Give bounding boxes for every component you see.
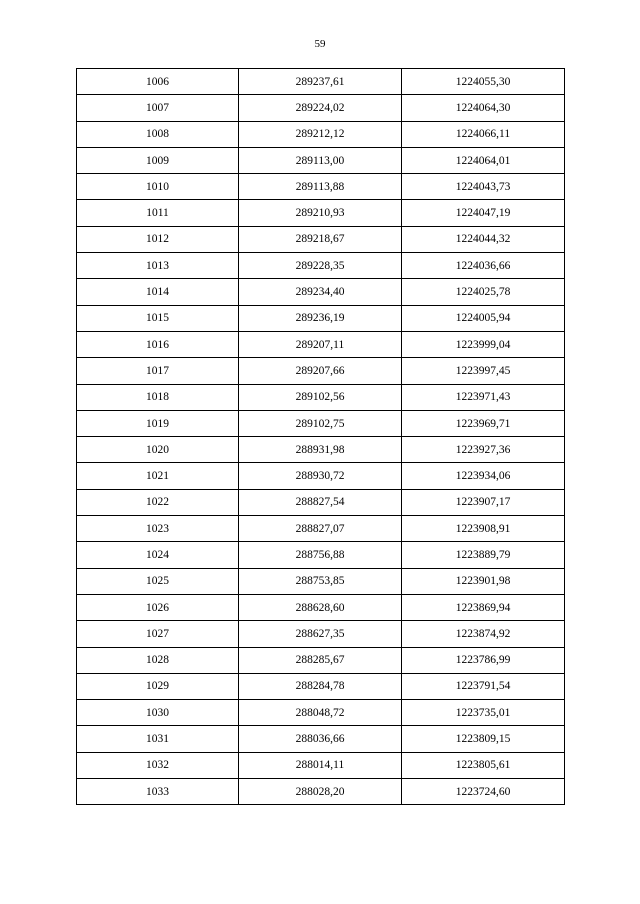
y-coordinate-cell: 1224043,73 — [402, 174, 565, 200]
x-coordinate-cell: 289102,56 — [239, 384, 402, 410]
y-coordinate-cell: 1223908,91 — [402, 516, 565, 542]
table-row — [77, 121, 565, 147]
point-number-cell: 1022 — [77, 489, 239, 515]
point-number-cell: 1016 — [77, 331, 239, 357]
table-row — [77, 174, 565, 200]
y-coordinate-cell: 1224044,32 — [402, 226, 565, 252]
coordinates-table-body — [77, 69, 565, 805]
point-number-cell: 1007 — [77, 95, 239, 121]
y-coordinate-cell: 1223869,94 — [402, 594, 565, 620]
table-row — [77, 226, 565, 252]
table-row — [77, 726, 565, 752]
x-coordinate-cell: 289102,75 — [239, 410, 402, 436]
page-number: 59 — [314, 38, 326, 50]
point-number-cell: 1012 — [77, 226, 239, 252]
y-coordinate-cell: 1224066,11 — [402, 121, 565, 147]
point-number-cell: 1031 — [77, 726, 239, 752]
point-number-cell: 1030 — [77, 700, 239, 726]
x-coordinate-cell: 288627,35 — [239, 621, 402, 647]
table-row — [77, 568, 565, 594]
table-row — [77, 752, 565, 778]
point-number-cell: 1028 — [77, 647, 239, 673]
table-row — [77, 489, 565, 515]
point-number-cell: 1014 — [77, 279, 239, 305]
point-number-cell: 1026 — [77, 594, 239, 620]
y-coordinate-cell: 1223969,71 — [402, 410, 565, 436]
y-coordinate-cell: 1223907,17 — [402, 489, 565, 515]
table-row — [77, 516, 565, 542]
y-coordinate-cell: 1223805,61 — [402, 752, 565, 778]
table-row — [77, 463, 565, 489]
table-row — [77, 437, 565, 463]
y-coordinate-cell: 1224005,94 — [402, 305, 565, 331]
x-coordinate-cell: 289228,35 — [239, 253, 402, 279]
x-coordinate-cell: 288628,60 — [239, 594, 402, 620]
x-coordinate-cell: 289236,19 — [239, 305, 402, 331]
y-coordinate-cell: 1223724,60 — [402, 779, 565, 805]
x-coordinate-cell: 288036,66 — [239, 726, 402, 752]
x-coordinate-cell: 288827,54 — [239, 489, 402, 515]
table-row — [77, 331, 565, 357]
y-coordinate-cell: 1224047,19 — [402, 200, 565, 226]
point-number-cell: 1010 — [77, 174, 239, 200]
point-number-cell: 1020 — [77, 437, 239, 463]
y-coordinate-cell: 1224025,78 — [402, 279, 565, 305]
y-coordinate-cell: 1223874,92 — [402, 621, 565, 647]
point-number-cell: 1013 — [77, 253, 239, 279]
point-number-cell: 1021 — [77, 463, 239, 489]
x-coordinate-cell: 288014,11 — [239, 752, 402, 778]
y-coordinate-cell: 1224064,01 — [402, 147, 565, 173]
y-coordinate-cell: 1223971,43 — [402, 384, 565, 410]
x-coordinate-cell: 288753,85 — [239, 568, 402, 594]
table-row — [77, 305, 565, 331]
table-row — [77, 647, 565, 673]
table-row — [77, 147, 565, 173]
table-row — [77, 673, 565, 699]
y-coordinate-cell: 1223901,98 — [402, 568, 565, 594]
table-row — [77, 358, 565, 384]
point-number-cell: 1023 — [77, 516, 239, 542]
table-row — [77, 200, 565, 226]
point-number-cell: 1027 — [77, 621, 239, 647]
y-coordinate-cell: 1223999,04 — [402, 331, 565, 357]
x-coordinate-cell: 288028,20 — [239, 779, 402, 805]
point-number-cell: 1008 — [77, 121, 239, 147]
y-coordinate-cell: 1223889,79 — [402, 542, 565, 568]
y-coordinate-cell: 1223927,36 — [402, 437, 565, 463]
x-coordinate-cell: 288930,72 — [239, 463, 402, 489]
y-coordinate-cell: 1223791,54 — [402, 673, 565, 699]
y-coordinate-cell: 1223997,45 — [402, 358, 565, 384]
coordinates-table — [76, 68, 565, 805]
table-row — [77, 621, 565, 647]
point-number-cell: 1033 — [77, 779, 239, 805]
y-coordinate-cell: 1223934,06 — [402, 463, 565, 489]
table-row — [77, 700, 565, 726]
x-coordinate-cell: 288756,88 — [239, 542, 402, 568]
x-coordinate-cell: 288048,72 — [239, 700, 402, 726]
table-row — [77, 279, 565, 305]
point-number-cell: 1011 — [77, 200, 239, 226]
x-coordinate-cell: 289207,11 — [239, 331, 402, 357]
y-coordinate-cell: 1223809,15 — [402, 726, 565, 752]
x-coordinate-cell: 289237,61 — [239, 69, 402, 95]
x-coordinate-cell: 288931,98 — [239, 437, 402, 463]
point-number-cell: 1006 — [77, 69, 239, 95]
point-number-cell: 1024 — [77, 542, 239, 568]
table-row — [77, 779, 565, 805]
x-coordinate-cell: 289113,00 — [239, 147, 402, 173]
y-coordinate-cell: 1223735,01 — [402, 700, 565, 726]
table-row — [77, 384, 565, 410]
x-coordinate-cell: 289113,88 — [239, 174, 402, 200]
point-number-cell: 1015 — [77, 305, 239, 331]
table-row — [77, 95, 565, 121]
x-coordinate-cell: 289207,66 — [239, 358, 402, 384]
x-coordinate-cell: 288827,07 — [239, 516, 402, 542]
point-number-cell: 1018 — [77, 384, 239, 410]
x-coordinate-cell: 289234,40 — [239, 279, 402, 305]
point-number-cell: 1017 — [77, 358, 239, 384]
y-coordinate-cell: 1224036,66 — [402, 253, 565, 279]
x-coordinate-cell: 288284,78 — [239, 673, 402, 699]
y-coordinate-cell: 1224055,30 — [402, 69, 565, 95]
y-coordinate-cell: 1223786,99 — [402, 647, 565, 673]
point-number-cell: 1019 — [77, 410, 239, 436]
y-coordinate-cell: 1224064,30 — [402, 95, 565, 121]
point-number-cell: 1009 — [77, 147, 239, 173]
table-row — [77, 542, 565, 568]
x-coordinate-cell: 289224,02 — [239, 95, 402, 121]
table-row — [77, 410, 565, 436]
x-coordinate-cell: 289212,12 — [239, 121, 402, 147]
x-coordinate-cell: 288285,67 — [239, 647, 402, 673]
table-row — [77, 253, 565, 279]
table-row — [77, 594, 565, 620]
x-coordinate-cell: 289218,67 — [239, 226, 402, 252]
point-number-cell: 1029 — [77, 673, 239, 699]
point-number-cell: 1032 — [77, 752, 239, 778]
point-number-cell: 1025 — [77, 568, 239, 594]
x-coordinate-cell: 289210,93 — [239, 200, 402, 226]
table-row — [77, 69, 565, 95]
